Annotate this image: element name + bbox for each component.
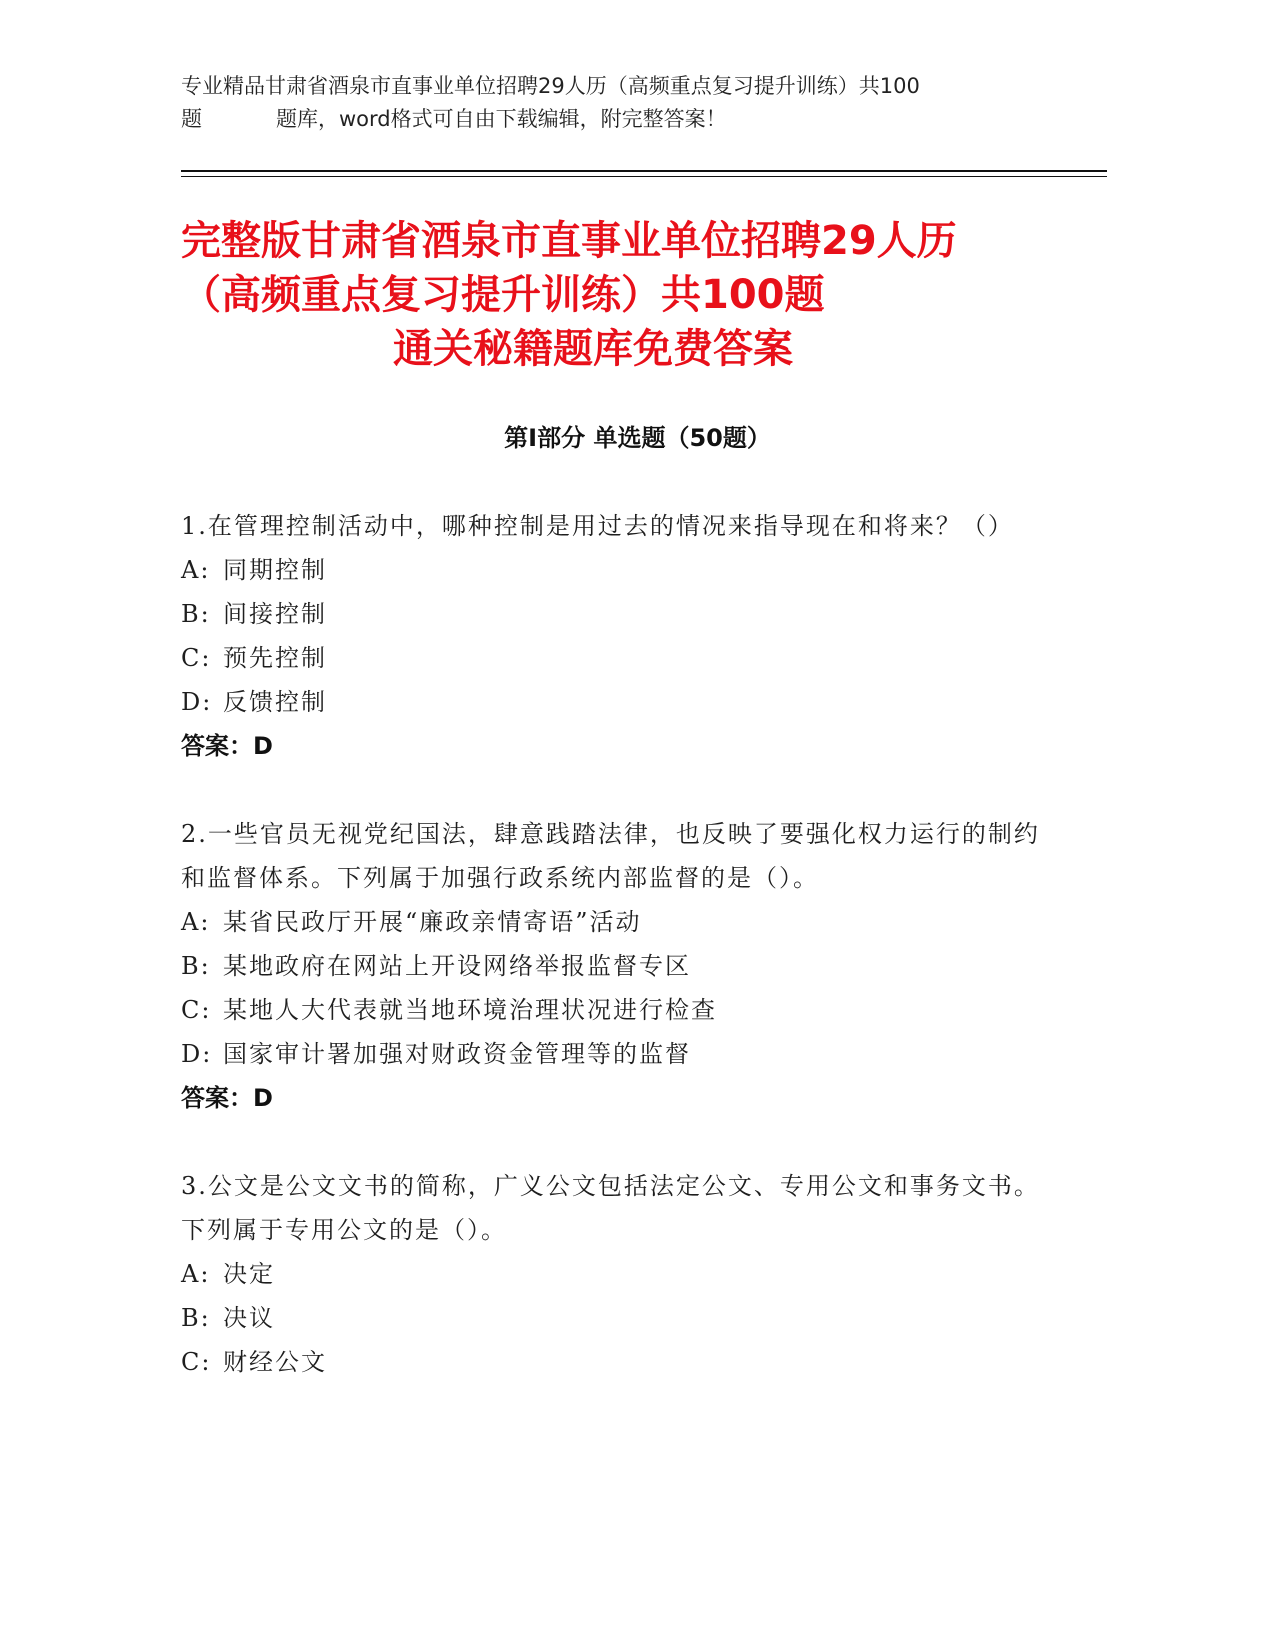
option-key: A:: [181, 556, 211, 584]
question-stem: 3.公文是公文文书的简称，广义公文包括法定公文、专用公文和事务文书。下列属于专用公文的是（）。: [181, 1172, 1040, 1244]
question-3: [181, 1164, 1041, 1384]
document-title: [181, 214, 1081, 376]
option-text: 决定: [223, 1260, 275, 1288]
header-note-line-2: [181, 103, 1041, 136]
option-text: 决议: [223, 1304, 275, 1332]
question-stem: 1.在管理控制活动中，哪种控制是用过去的情况来指导现在和将来？（）: [181, 512, 1014, 540]
title-line-1: 完整版甘肃省酒泉市直事业单位招聘29人历: [181, 218, 957, 264]
question-1: [181, 504, 1041, 768]
header-note-line-1: 专业精品甘肃省酒泉市直事业单位招聘29人历（高频重点复习提升训练）共100: [181, 74, 920, 98]
option-key: C:: [181, 644, 212, 672]
option-key: B:: [181, 1304, 211, 1332]
header-rule-thick: [181, 170, 1107, 172]
option-text: 同期控制: [223, 556, 327, 584]
option-a: [181, 1252, 1041, 1296]
option-c: [181, 988, 1041, 1032]
option-key: B:: [181, 600, 211, 628]
option-key: C:: [181, 1348, 212, 1376]
option-c: [181, 636, 1041, 680]
option-b: [181, 944, 1041, 988]
document-header-note: [181, 70, 1041, 136]
header-note-line-2-left: 题: [181, 107, 202, 131]
option-key: B:: [181, 952, 211, 980]
option-key: A:: [181, 908, 211, 936]
question-list: [181, 504, 1041, 1428]
option-b: [181, 592, 1041, 636]
option-text: 某省民政厅开展“廉政亲情寄语”活动: [223, 908, 642, 936]
option-key: D:: [181, 688, 213, 716]
option-key: C:: [181, 996, 212, 1024]
answer-line: 答案：D: [181, 1084, 273, 1112]
answer-line: 答案：D: [181, 732, 273, 760]
header-rule-thin: [181, 176, 1107, 177]
question-2: [181, 812, 1041, 1120]
option-text: 预先控制: [223, 644, 327, 672]
option-text: 间接控制: [223, 600, 327, 628]
option-key: A:: [181, 1260, 211, 1288]
option-text: 财经公文: [223, 1348, 327, 1376]
title-line-3: 通关秘籍题库免费答案: [393, 326, 793, 372]
option-text: 反馈控制: [223, 688, 327, 716]
option-a: [181, 900, 1041, 944]
option-d: [181, 680, 1041, 724]
option-key: D:: [181, 1040, 213, 1068]
option-b: [181, 1296, 1041, 1340]
title-line-2: （高频重点复习提升训练）共100题: [181, 272, 825, 318]
option-text: 国家审计署加强对财政资金管理等的监督: [223, 1040, 691, 1068]
option-c: [181, 1340, 1041, 1384]
option-a: [181, 548, 1041, 592]
question-stem: 2.一些官员无视党纪国法，肆意践踏法律，也反映了要强化权力运行的制约和监督体系。下列属于加强行政系统内部监督的是（）。: [181, 820, 1040, 892]
option-text: 某地人大代表就当地环境治理状况进行检查: [223, 996, 717, 1024]
option-d: [181, 1032, 1041, 1076]
option-text: 某地政府在网站上开设网络举报监督专区: [223, 952, 691, 980]
header-note-line-2-right: 题库，word格式可自由下载编辑，附完整答案！: [276, 107, 727, 131]
section-heading: 第I部分 单选题（50题）: [504, 424, 771, 452]
